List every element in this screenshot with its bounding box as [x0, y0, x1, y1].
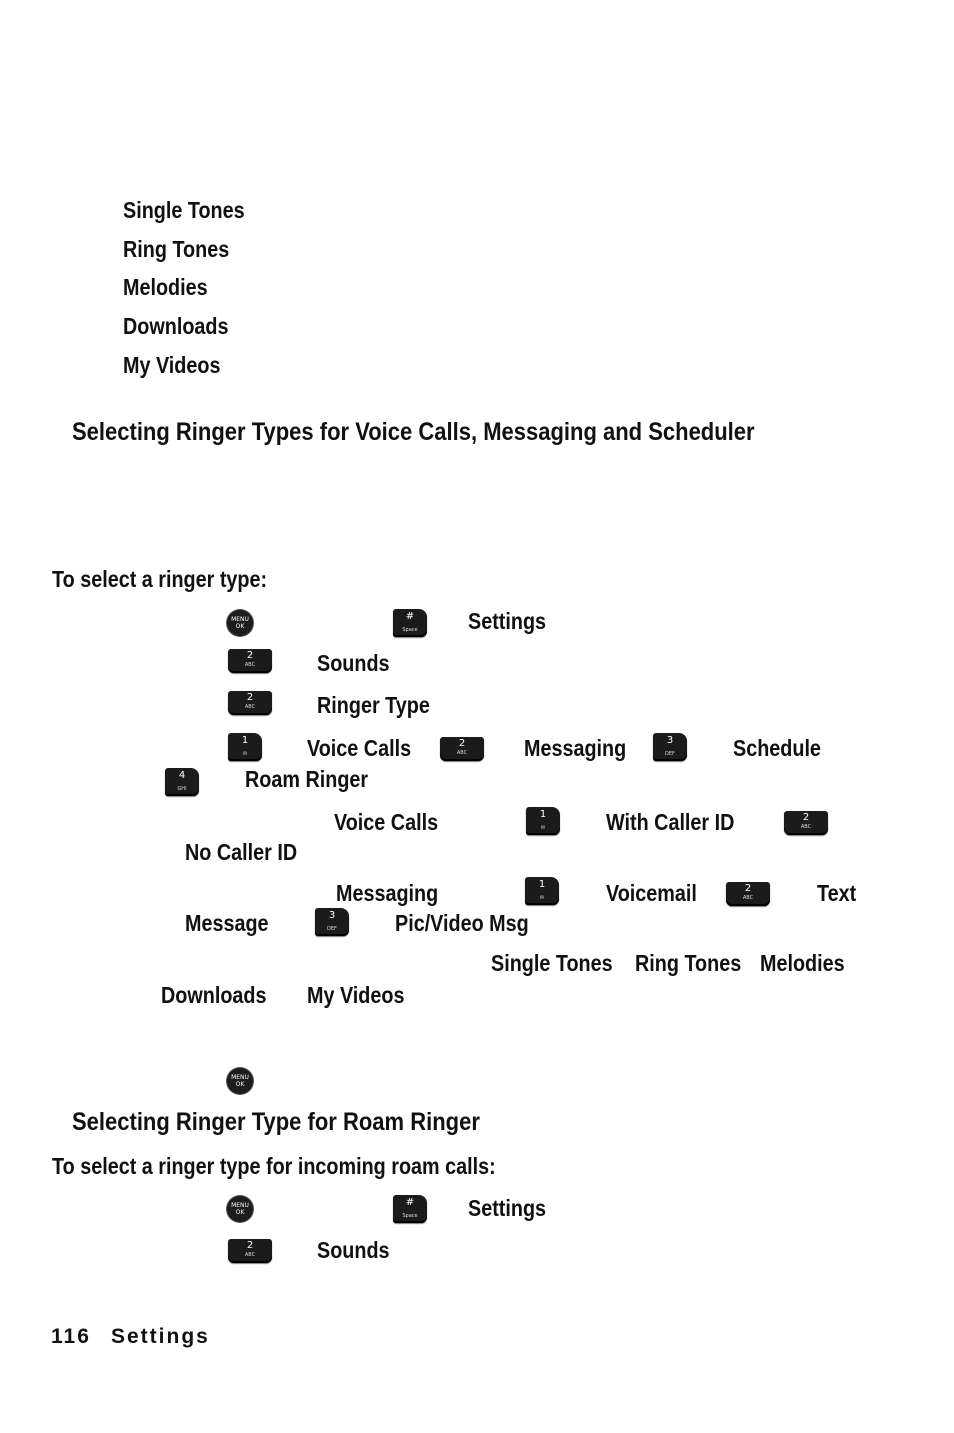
key-2-icon: 2 ABC [440, 737, 484, 761]
step7-single-tones: Single Tones [491, 950, 613, 976]
key-4-icon: 4 GHI [165, 768, 199, 796]
step7-ring-tones: Ring Tones [635, 950, 742, 976]
option-with-caller-id: With Caller ID [606, 809, 735, 835]
option-messaging: Messaging [524, 735, 627, 761]
option-voice-calls: Voice Calls [307, 735, 412, 761]
step-sounds-label: Sounds [317, 650, 390, 676]
step7-downloads: Downloads [161, 982, 267, 1008]
key-2-icon: 2 ABC [784, 811, 828, 835]
hash-key-icon: # Space [393, 609, 427, 637]
option-message: Message [185, 910, 269, 936]
section-heading-roam-ringer: Selecting Ringer Type for Roam Ringer [72, 1108, 480, 1136]
hash-key-icon: # Space [393, 1195, 427, 1223]
key-2-icon: 2 ABC [726, 882, 770, 906]
procedure2-sounds-label: Sounds [317, 1237, 390, 1263]
key-3-icon: 3 DEF [653, 733, 687, 761]
procedure-title: To select a ringer type: [52, 566, 268, 592]
menu-ok-key-icon: MENU OK [227, 610, 253, 636]
key-2-icon: 2 ABC [228, 691, 272, 715]
step-settings-label: Settings [468, 608, 547, 634]
footer-section-title: Settings [111, 1325, 210, 1348]
procedure2-settings-label: Settings [468, 1195, 547, 1221]
step5-voice-calls: Voice Calls [334, 809, 439, 835]
key-1-icon: 1 ✉ [525, 877, 559, 905]
key-2-icon: 2 ABC [228, 1239, 272, 1263]
step7-my-videos: My Videos [307, 982, 405, 1008]
menu-ok-key-icon: MENU OK [227, 1068, 253, 1094]
list-item-melodies: Melodies [123, 274, 208, 300]
list-item-ring-tones: Ring Tones [123, 236, 230, 262]
step6-messaging: Messaging [336, 880, 439, 906]
procedure2-title: To select a ringer type for incoming roam calls: [52, 1153, 496, 1179]
section-heading-ringer-types: Selecting Ringer Types for Voice Calls, Messaging and Scheduler [72, 418, 755, 446]
option-schedule: Schedule [733, 735, 821, 761]
key-3-icon: 3 DEF [315, 908, 349, 936]
page-number: 116 [51, 1325, 91, 1348]
list-item-my-videos: My Videos [123, 352, 221, 378]
step-ringer-type-label: Ringer Type [317, 692, 430, 718]
list-item-single-tones: Single Tones [123, 197, 245, 223]
option-text: Text [817, 880, 857, 906]
step7-melodies: Melodies [760, 950, 845, 976]
key-1-icon: 1 ✉ [526, 807, 560, 835]
key-1-icon: 1 ✉ [228, 733, 262, 761]
key-2-icon: 2 ABC [228, 649, 272, 673]
option-roam-ringer: Roam Ringer [245, 766, 369, 792]
menu-ok-key-icon: MENU OK [227, 1196, 253, 1222]
option-voicemail: Voicemail [606, 880, 697, 906]
list-item-downloads: Downloads [123, 313, 229, 339]
option-no-caller-id: No Caller ID [185, 839, 298, 865]
option-pic-video-msg: Pic/Video Msg [395, 910, 529, 936]
